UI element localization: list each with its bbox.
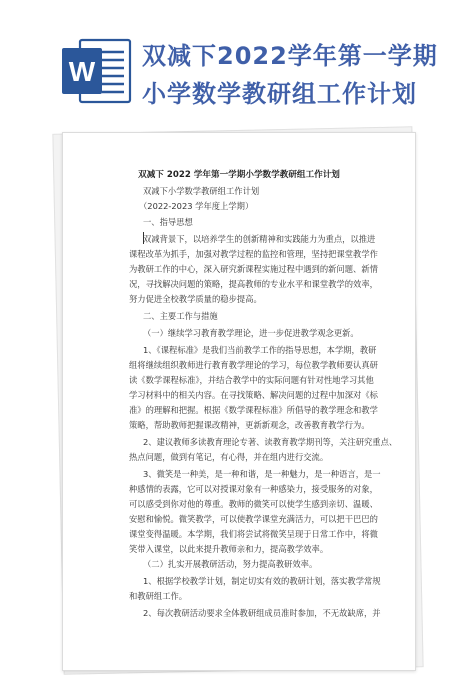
banner-title-line2: 小学数学教研组工作计划 [142, 80, 417, 108]
doc-line: （二）扎实开展教研活动，努力提高教研效率。 [143, 559, 318, 569]
doc-line: （一）继续学习教育教学理论，进一步促进教学观念更新。 [143, 328, 359, 338]
doc-line: 一、指导思想 [143, 217, 193, 227]
doc-line: 准》的理解和把握。根据《数学课程标准》所倡导的教学理念和教学 [129, 405, 378, 415]
word-icon-letter: W [68, 56, 96, 87]
doc-line: 2、每次教研活动要求全体教研组成员准时参加，不无故缺席，并 [143, 608, 381, 618]
doc-line: 笑带入课堂，以此来提升教师亲和力，提高教学效率。 [129, 544, 329, 554]
text-cursor [143, 232, 144, 244]
doc-line: 课程改革为抓手，加强对教学过程的监控和管理，坚持把课堂教学作 [129, 249, 378, 259]
doc-line: 安慰和愉悦。微笑教学，可以使教学课堂充满活力，可以把干巴巴的 [129, 514, 378, 524]
doc-line: 为教研工作的中心，深入研究新课程实施过程中遇到的新问题、新情 [129, 264, 378, 274]
doc-line: 策略，帮助教师把握课改精神，更新新观念，改善教育教学行为。 [129, 420, 370, 430]
doc-line: 种感情的表露，它可以对授课对象有一种感染力，接受服务的对象， [129, 484, 378, 494]
word-doc-icon [62, 38, 132, 104]
doc-line: 学习材料中的相关内容。在寻找策略、解决问题的过程中加深对《标 [129, 390, 378, 400]
doc-line: （2022-2023 学年度上学期） [139, 201, 254, 211]
doc-line: 热点问题，做到有笔记，有心得，并在组内进行交流。 [129, 452, 329, 462]
doc-line: 读《数学课程标准》，并结合教学中的实际问题有针对性地学习其他 [129, 375, 374, 385]
doc-line: 可以感受到你对他的尊重。教师的微笑可以使学生感到亲切、温暖、 [129, 499, 378, 509]
document-page [62, 132, 416, 671]
doc-line: 和教研组工作。 [129, 591, 188, 601]
doc-line: 双减下小学数学教研组工作计划 [143, 186, 260, 196]
doc-line: 努力促进全校教学质量的稳步提高。 [129, 294, 262, 304]
doc-line: 课堂变得温暖。本学期，我们将尝试将微笑呈现于日常工作中，将微 [129, 529, 378, 539]
doc-line: 2、建议教师多读教育理论专著、读教育教学期刊等，关注研究重点、 [143, 437, 398, 447]
doc-line: 组将继续组织教师进行教育教学理论的学习，每位教学教师要认真研 [129, 360, 378, 370]
doc-line: 1、根据学校教学计划，制定切实有效的教研计划，落实教学常规 [143, 576, 381, 586]
banner-title-line1: 双减下2022学年第一学期 [142, 42, 438, 70]
document-title: 双减下 2022 学年第一学期小学数学教研组工作计划 [138, 170, 340, 180]
banner [0, 0, 474, 132]
doc-line: 1、《课程标准》是我们当前教学工作的指导思想，本学期，教研 [143, 345, 377, 355]
doc-line: 3、微笑是一种美，是一种和谐，是一种魅力，是一种语言，是一 [143, 469, 381, 479]
doc-line: 况，寻找解决问题的策略，提高教师的专业水平和课堂教学的效率， [129, 279, 378, 289]
doc-line: 双减背景下，以培养学生的创新精神和实践能力为重点，以推进 [143, 234, 376, 244]
doc-line: 二、主要工作与措施 [143, 311, 218, 321]
